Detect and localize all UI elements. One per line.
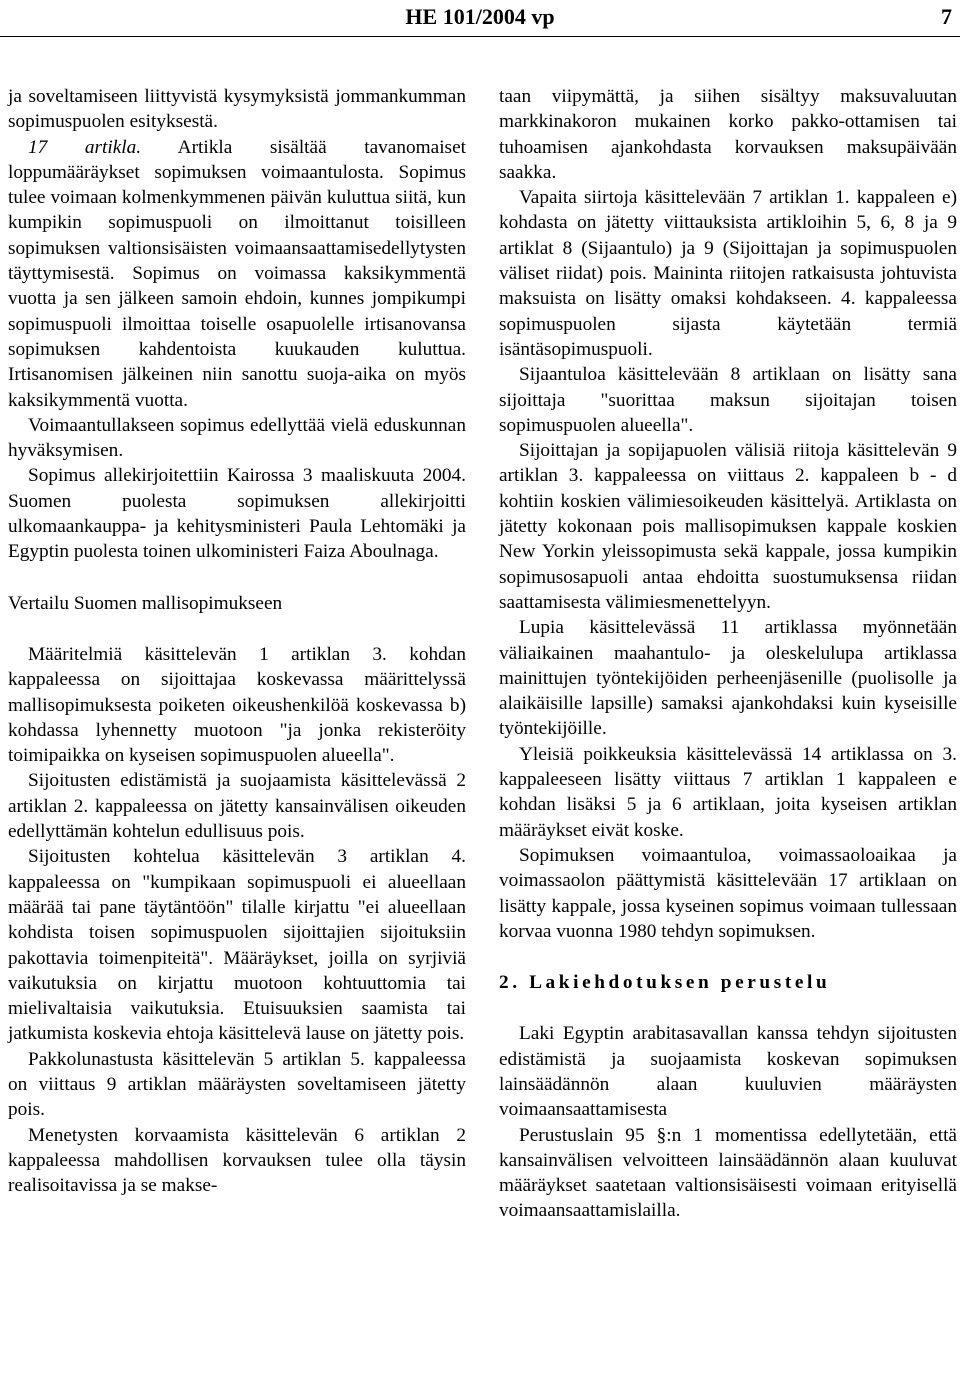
spacer (499, 995, 957, 1021)
paragraph: Sijoittajan ja sopijapuolen välisiä riitoja käsittelevän 9 artiklan 3. kappaleessa on viittaus 2. kappaleen b - d kohtiin koskien välimiesoikeuden käsittelyä. Artiklasta on jätetty kokonaan pois mallisopimuksen kappale koskien New Yorkin yleissopimusta sekä kappale, jossa kumpikin sopimusosapuoli antaa ehdoitta suostumuksensa riidan saattamisesta välimiesmenettelyyn. (499, 440, 957, 613)
right-column (499, 84, 957, 1224)
document-id: HE 101/2004 vp (405, 4, 555, 29)
page-number: 7 (941, 4, 952, 29)
paragraph: Menetysten korvaamista käsittelevän 6 artiklan 2 kappaleessa mahdollisen korvauksen tulee olla täysin realisoitavissa ja se makse- (8, 1124, 466, 1197)
paragraph: Lupia käsittelevässä 11 artiklassa myönnetään väliaikainen maahantulo- ja oleskelulupa artiklassa mainittujen työntekijöiden perheenjäsenille (puolisolle ja alaikäisille lapsille) samaksi ajankohdaksi kuin kyseisille työntekijöille. (499, 617, 957, 740)
paragraph: Sijoitusten kohtelua käsittelevän 3 artiklan 4. kappaleessa on "kumpikaan sopimuspuoli ei alueellaan määrää tai pane täytäntöön" tilalle kirjattu "ei alueellaan kohdista toisen sopimuspuolen sijoittajien sijoituksiin pakottavia toimenpiteitä". Määräykset, joilla on syrjiviä vaikutuksia on kirjattu muotoon kohtuuttomia tai mielivaltaisia vaikutuksia. Etuisuuksien saamista tai jatkumista koskevia ehtoja käsittelevä lause on jätetty pois. (8, 846, 466, 1045)
subheading: Vertailu Suomen mallisopimukseen (8, 592, 283, 614)
paragraph: Sopimuksen voimaantuloa, voimassaoloaikaa ja voimassaolon päättymistä käsittelevään 17 artiklaan on lisätty kappale, jossa kyseinen sopimus voimaan tullessaan korvaa vuonna 1980 tehdyn sopimuksen. (499, 844, 957, 942)
paragraph: Vapaita siirtoja käsittelevään 7 artiklan 1. kappaleen e) kohdasta on jätetty viittauksista artikloihin 5, 6, 8 ja 9 artiklat 8 (Sijaantulo) ja 9 (Sijoittajan ja sopimuspuolen väliset riidat) pois. Maininta riitojen ratkaisusta johtuvista maksuista on lisätty omaksi kohdakseen. 4. kappaleessa sopimuspuolen sijasta käytetään termiä isäntäsopimuspuoli. (499, 187, 957, 360)
paragraph: Määritelmiä käsittelevän 1 artiklan 3. kohdan kappaleessa on sijoittajaa koskevassa määrittelyssä mallisopimuksesta poiketen oikeushenkilöä koskevassa b) kohdassa lyhennetty muotoon "ja jonka rekisteröity toimipaikka on kyseisen sopimuspuolen alueella". (8, 643, 466, 767)
spacer (8, 565, 466, 591)
paragraph: taan viipymättä, ja siihen sisältyy maksuvaluutan markkinakoron mukainen korko pakko-ottamisen tai tuhoamisen ajankohdasta korvauksen maksupäivään saakka. (499, 86, 957, 183)
paragraph: Sijoitusten edistämistä ja suojaamista käsittelevässä 2 artiklan 2. kappaleessa on jätetty kansainvälisen oikeuden edellyttämän kohtelun edullisuus pois. (8, 770, 466, 843)
paragraph: Sijaantuloa käsittelevään 8 artiklaan on lisätty sana sijoittaja "suorittaa maksun sijoitajan toisen sopimuspuolen alueella". (499, 364, 957, 436)
paragraph: Perustuslain 95 §:n 1 momentissa edellytetään, että kansainvälisen velvoitteen lainsäädännön alaan kuuluvat määräykset saatetaan valtionsisäisesti voimaan erityisellä voimaansaattamislailla. (499, 1124, 957, 1222)
article-label: 17 artikla. (28, 136, 142, 158)
section-heading: 2. Lakiehdotuksen perustelu (499, 972, 831, 994)
paragraph: Voimaantullakseen sopimus edellyttää vielä eduskunnan hyväksymisen. (8, 414, 466, 462)
left-column (8, 84, 466, 1198)
spacer (8, 616, 466, 642)
paragraph: Pakkolunastusta käsittelevän 5 artiklan 5. kappaleessa on viittaus 9 artiklan määräysten soveltamiseen jätetty pois. (8, 1048, 466, 1121)
paragraph: Sopimus allekirjoitettiin Kairossa 3 maaliskuuta 2004. Suomen puolesta sopimuksen allekirjoitti ulkomaankauppa- ja kehitysministeri Paula Lehtomäki ja Egyptin puolesta toinen ulkoministeri Faiza Aboulnaga. (8, 465, 466, 563)
spacer (499, 944, 957, 970)
paragraph (8, 135, 466, 413)
page-header (0, 0, 960, 40)
paragraph: ja soveltamiseen liittyvistä kysymyksistä jommankumman sopimuspuolen esityksestä. (8, 86, 466, 133)
paragraph-text: Artikla sisältää tavanomaiset loppumääräykset sopimuksen voimaantulosta. Sopimus tulee voimaan kolmenkymmenen päivän kuluttua siitä, kun kumpikin sopimuspuoli on ilmoittanut toisilleen sopimuksen valtionsisäisten voimaansaattamisedellytysten täyttymisestä. Sopimus on voimassa kaksikymmentä vuotta ja sen jälkeen samoin ehdoin, kunnes jompikumpi sopimuspuoli ilmoittaa toiselle osapuolelle irtisanovansa sopimuksen kahdentoista kuukauden kuluttua. Irtisanomisen jälkeinen niin sanottu suoja-aika on myös kaksikymmentä vuotta. (8, 136, 466, 411)
paragraph: Yleisiä poikkeuksia käsittelevässä 14 artiklassa on 3. kappaleeseen lisätty viittaus 7 artiklan 1 kappaleen e kohdan lisäksi 5 ja 6 artiklaan, joita kyseisen artiklan määräykset eivät koske. (499, 743, 957, 841)
header-rule (0, 36, 960, 37)
paragraph: Laki Egyptin arabitasavallan kanssa tehdyn sijoitusten edistämistä ja suojaamista koskevan sopimuksen lainsäädännön alaan kuuluvien määräysten voimaansaattamisesta (499, 1023, 957, 1121)
